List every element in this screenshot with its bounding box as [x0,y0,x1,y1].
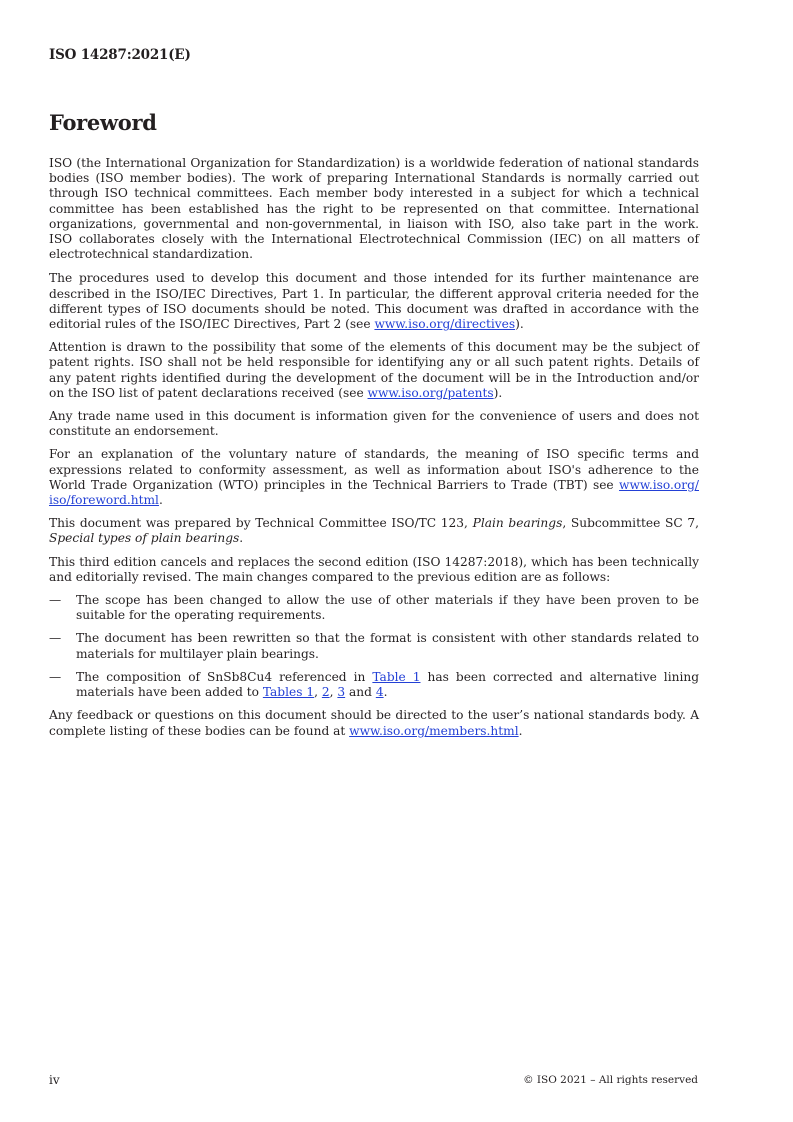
text-line: The procedures used to develop this document and those intended for its further maintenance are [49,271,699,286]
text-fragment: , [329,685,338,700]
text-line: The document has been rewritten so that the format is consistent with other standards related to [76,631,699,646]
text-fragment: , Subcommittee SC 7, [562,516,699,531]
text-fragment: The composition of SnSb8Cu4 referenced in [76,669,373,684]
text-line: The scope has been changed to allow the use of other materials if they have been proven to be [76,593,699,608]
subcommittee-title: Special types of plain bearings [49,531,240,546]
text-line: Any feedback or questions on this document should be directed to the user’s national standards body. A [49,708,699,723]
directives-link[interactable]: www.iso.org/directives [374,317,516,332]
text-fragment: World Trade Organization (WTO) principles in the Technical Barriers to Trade (TBT) see [49,477,620,492]
paragraph-edition [49,555,699,585]
text-line: Any trade name used in this document is information given for the convenience of users and does not [49,409,699,424]
text-line: and editorially revised. The main changes compared to the previous edition are as follows: [49,569,611,584]
text-line: through ISO technical committees. Each member body interested in a subject for which a technical [49,186,699,201]
text-fragment: has been corrected and alternative lining [420,669,699,684]
patents-link[interactable]: www.iso.org/patents [367,385,494,400]
text-line: described in the ISO/IEC Directives, Part 1. In particular, the different approval criteria needed for the [49,286,699,301]
text-line: ISO (the International Organization for Standardization) is a worldwide federation of national standards [49,156,699,170]
text-fragment: . [518,723,523,738]
text-line [76,670,699,685]
committee-title: Plain bearings [472,516,563,531]
text-line: constitute an endorsement. [49,424,219,439]
members-link[interactable]: www.iso.org/members.html [349,723,519,738]
text-fragment: on the ISO list of patent declarations received (see [49,385,368,400]
text-fragment: materials have been added to [76,685,263,700]
text-line: different types of ISO documents should be noted. This document was drafted in accordance with the [49,301,699,316]
table-2-link[interactable]: 2 [321,685,330,700]
text-fragment: editorial rules of the ISO/IEC Directives, Part 2 (see [49,317,375,332]
dash-bullet: — [49,593,62,608]
text-line: materials for multilayer plain bearings. [76,646,319,661]
text-line: expressions related to conformity assessment, as well as information about ISO's adherence to the [49,462,699,477]
tables-1-link[interactable]: Tables 1 [262,685,315,700]
text-fragment: , [314,685,322,700]
text-line: electrotechnical standardization. [49,247,254,262]
text-fragment: This document was prepared by Technical Committee ISO/TC 123, [49,516,473,531]
text-line [49,317,699,332]
text-line: organizations, governmental and non-governmental, in liaison with ISO, also take part in the work. [49,216,699,231]
text-line [49,724,699,739]
table-1-link[interactable]: Table 1 [372,669,421,684]
text-line [49,386,699,401]
document-identifier: ISO 14287:2021(E) [49,47,191,63]
table-3-link[interactable]: 3 [337,685,346,700]
list-item [49,593,699,623]
changes-list [49,593,699,700]
text-line: committee has been established has the right to be represented on that committee. International [49,201,699,216]
text-line: ISO collaborates closely with the International Electrotechnical Commission (IEC) on all matters of [49,232,699,247]
text-line: patent rights. ISO shall not be held responsible for identifying any or all such patent rights. Details of [49,355,699,370]
text-line: This third edition cancels and replaces the second edition (ISO 14287:2018), which has been technically [49,554,699,569]
table-4-link[interactable]: 4 [375,685,384,700]
paragraph-voluntary-nature [49,447,699,508]
paragraph-patent-rights [49,340,699,401]
text-fragment: and [345,685,376,700]
text-line: bodies (ISO member bodies). The work of preparing International Standards is normally carried out [49,171,699,186]
text-fragment: complete listing of these bodies can be found at [49,723,350,738]
text-line [49,531,699,546]
foreword-body [49,156,699,747]
paragraph-procedures [49,271,699,332]
text-line [76,685,699,700]
text-line [49,493,699,508]
text-fragment: ). [493,385,503,400]
text-line: any patent rights identified during the development of the document will be in the Introduction and/or [49,370,699,385]
dash-bullet: — [49,631,62,646]
text-line [49,478,699,493]
text-line: Attention is drawn to the possibility that some of the elements of this document may be the subject of [49,340,699,355]
text-line: suitable for the operating requirements. [76,608,326,623]
paragraph-trade-name [49,409,699,439]
text-fragment: ). [515,317,524,332]
text-fragment: . [158,493,163,508]
list-item [49,631,699,661]
paragraph-committee [49,516,699,546]
page-number: iv [49,1073,60,1087]
foreword-link-part1[interactable]: www.iso.org/ [619,477,699,492]
foreword-link-part2[interactable]: iso/foreword.html [49,493,159,508]
list-item [49,670,699,700]
text-fragment: . [383,685,388,700]
text-line [49,516,699,531]
dash-bullet: — [49,669,62,684]
text-fragment: . [239,531,244,546]
paragraph-feedback [49,708,699,738]
paragraph-iso-intro [49,156,699,262]
section-title: Foreword [49,110,157,135]
copyright-notice: © ISO 2021 – All rights reserved [523,1074,698,1086]
text-line: For an explanation of the voluntary nature of standards, the meaning of ISO specific terms and [49,447,699,462]
